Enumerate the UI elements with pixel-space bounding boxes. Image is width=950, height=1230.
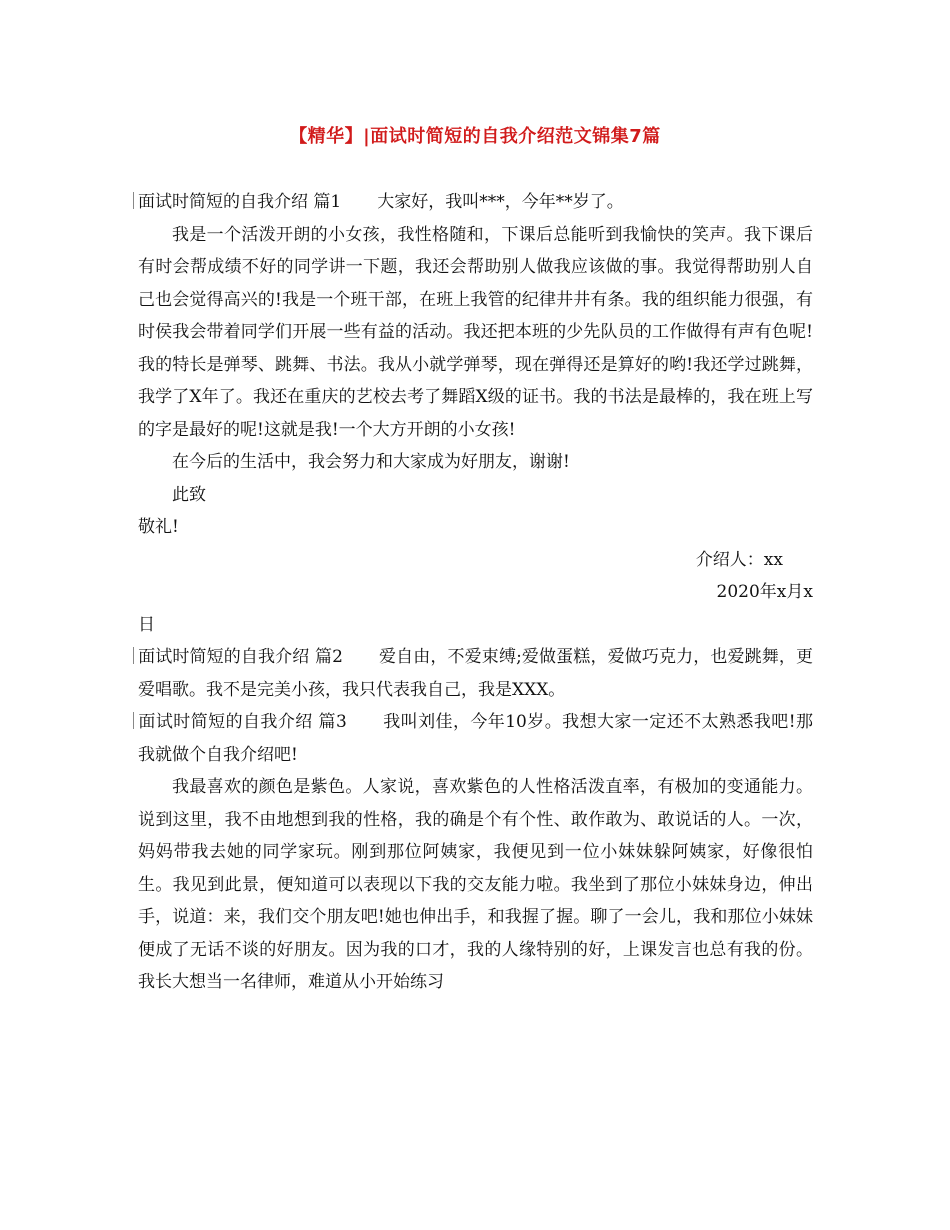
- heading-marker: [133, 647, 134, 664]
- section-heading: 面试时简短的自我介绍 篇3: [138, 712, 347, 732]
- document-body: [138, 186, 813, 999]
- section-heading: 面试时简短的自我介绍 篇1: [138, 192, 342, 212]
- paragraph: 我最喜欢的颜色是紫色。人家说，喜欢紫色的人性格活泼直率，有极加的变通能力。说到这里，我不由地想到我的性格，我的确是个有个性、敢作敢为、敢说话的人。一次，妈妈带我去她的同学家玩。刚到那位阿姨家，我便见到一位小妹妹躲阿姨家，好像很怕生。我见到此景，便知道可以表现以下我的交友能力啦。我坐到了那位小妹妹身边，伸出手，说道：来，我们交个朋友吧!她也伸出手，和我握了握。聊了一会儿，我和那位小妹妹便成了无话不谈的好朋友。因为我的口才，我的人缘特别的好，上课发言也总有我的份。我长大想当一名律师，难道从小开始练习: [138, 777, 813, 992]
- section-heading: 面试时简短的自我介绍 篇2: [138, 647, 343, 667]
- signer-line: 介绍人：xx: [695, 549, 783, 570]
- section-2-first-line: [138, 641, 813, 706]
- section-lead: 爱自由，不爱束缚;爱做蛋糕，爱做巧克力，也爱跳舞，更爱唱歌。我不是完美小孩，我只代表我自己，我是XXX。: [138, 647, 813, 700]
- closing-line: 此致: [172, 484, 206, 505]
- document-title: 【精华】|面试时简短的自我介绍范文锦集7篇: [289, 126, 661, 147]
- date-line: 2020年x月x: [716, 582, 813, 602]
- section-lead: 我叫刘佳，今年10岁。我想大家一定还不太熟悉我吧!那我就做个自我介绍吧!: [138, 712, 813, 765]
- salute-line: 敬礼!: [138, 517, 179, 537]
- section-1-first-line: [138, 186, 813, 219]
- section-3-first-line: [138, 706, 813, 771]
- paragraph: 在今后的生活中，我会努力和大家成为好朋友，谢谢!: [172, 452, 570, 472]
- date-tail: 日: [138, 614, 155, 635]
- heading-marker: [133, 192, 134, 209]
- paragraph: 我是一个活泼开朗的小女孩，我性格随和，下课后总能听到我愉快的笑声。我下课后有时会帮成绩不好的同学讲一下题，我还会帮助别人做我应该做的事。我觉得帮助别人自己也会觉得高兴的!我是一个班干部，在班上我管的纪律井井有条。我的组织能力很强，有时侯我会带着同学们开展一些有益的活动。我还把本班的少先队员的工作做得有声有色呢!我的特长是弹琴、跳舞、书法。我从小就学弹琴，现在弹得还是算好的哟!我还学过跳舞，我学了X年了。我还在重庆的艺校去考了舞蹈X级的证书。我的书法是最棒的，我在班上写的字是最好的呢!这就是我!一个大方开朗的小女孩!: [138, 224, 813, 440]
- heading-marker: [133, 712, 134, 729]
- section-lead: 大家好，我叫***，今年**岁了。: [377, 192, 624, 212]
